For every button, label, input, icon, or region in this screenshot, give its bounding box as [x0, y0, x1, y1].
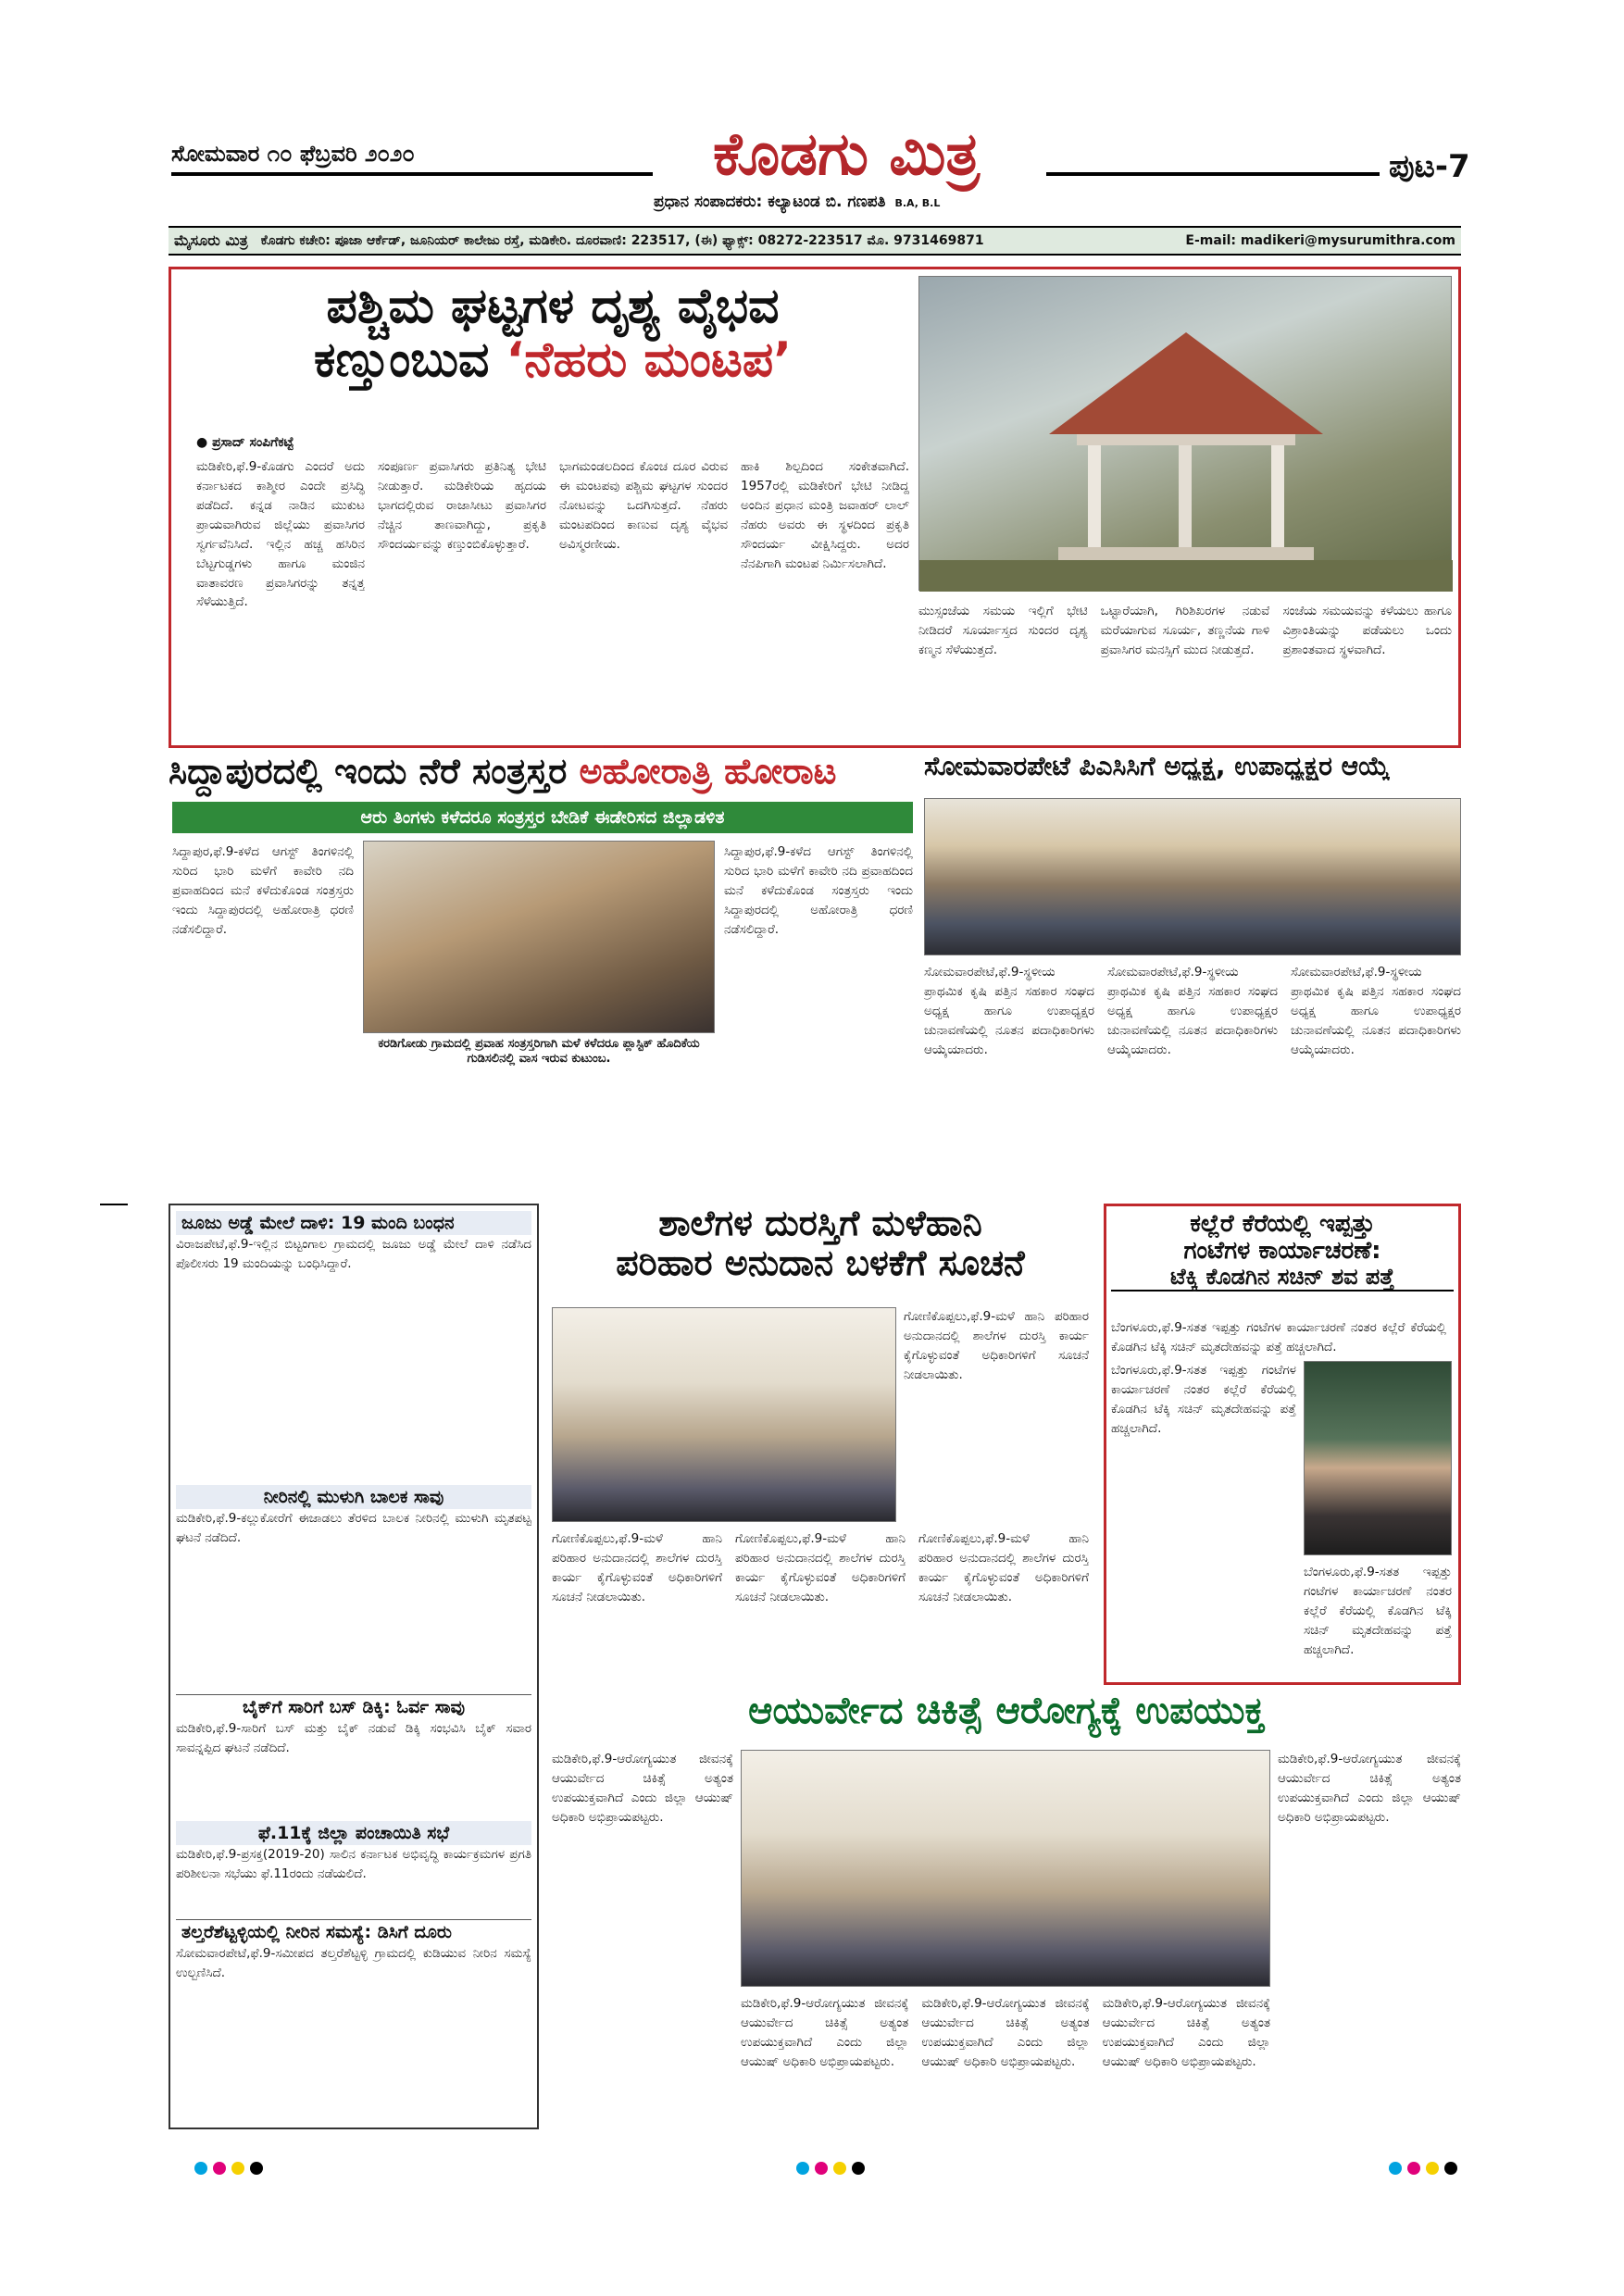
lead-headline-part-a: ಕಣ್ತುಂಬುವ: [314, 332, 490, 389]
registration-dot-black: [1444, 2162, 1457, 2175]
somwarpet-body: [924, 963, 1461, 1204]
registration-dot-cyan: [1389, 2162, 1402, 2175]
brief-1-title: ಜೂಜು ಅಡ್ಡೆ ಮೇಲೆ ದಾಳಿ: 19 ಮಂದಿ ಬಂಧನ: [176, 1211, 531, 1235]
sachin-text-continued: ಬೆಂಗಳೂರು,ಫೆ.9-ಸತತ ಇಪ್ಪತ್ತು ಗಂಟೆಗಳ ಕಾರ್ಯಾಚರಣೆ ನಂತರ ಕಲ್ಲೆರೆ ಕೆರೆಯಲ್ಲಿ ಕೊಡಗಿನ ಟೆಕ್ಕಿ ಸಚಿನ್ ಮೃತದೇಹವನ್ನು ಪತ್ತೆ ಹಚ್ಚಲಾಗಿದೆ.: [1304, 1565, 1452, 1657]
registration-dot-yellow: [833, 2162, 846, 2175]
sachin-lede: ಬೆಂಗಳೂರು,ಫೆ.9-ಸತತ ಇಪ್ಪತ್ತು ಗಂಟೆಗಳ ಕಾರ್ಯಾಚರಣೆ ನಂತರ ಕಲ್ಲೆರೆ ಕೆರೆಯಲ್ಲಿ ಕೊಡಗಿನ ಟೆಕ್ಕಿ ಸಚಿನ್ ಮೃತದೇಹವನ್ನು ಪತ್ತೆ ಹಚ್ಚಲಾಗಿದೆ.: [1111, 1320, 1446, 1354]
registration-dot-cyan: [796, 2162, 809, 2175]
sister-paper-name: ಮೈಸೂರು ಮಿತ್ರ: [174, 231, 248, 249]
sachin-headline: [1111, 1211, 1454, 1292]
sachin-headline-line1: ಕಲ್ಲೆರೆ ಕೆರೆಯಲ್ಲಿ ಇಪ್ಪತ್ತು: [1190, 1210, 1375, 1238]
registration-dot-magenta: [815, 2162, 828, 2175]
pavilion-illustration: [919, 277, 1453, 592]
somwarpet-headline: ಸೋಮವಾರಪೇಟೆ ಪಿಎಸಿಸಿಗೆ ಅಧ್ಯಕ್ಷ, ಉಪಾಧ್ಯಕ್ಷರ ಆಯ್ಕೆ: [924, 752, 1390, 781]
nehru-mantapa-photo: [918, 276, 1452, 591]
lead-body-right: [918, 602, 1452, 739]
editor-name: ಪ್ರಧಾನ ಸಂಪಾದಕರು: ಕಲ್ಯಾಟಂಡ ಬಿ. ಗಣಪತಿ: [654, 193, 886, 211]
brief-1-text: ವಿರಾಜಪೇಟೆ,ಫೆ.9-ಇಲ್ಲಿನ ಬಿಟ್ಟಂಗಾಲ ಗ್ರಾಮದಲ್ಲಿ ಜೂಜು ಅಡ್ಡೆ ಮೇಲೆ ದಾಳಿ ನಡೆಸಿದ ಪೊಲೀಸರು 19 ಮಂದಿಯನ್ನು ಬಂಧಿಸಿದ್ದಾರೆ.: [176, 1237, 531, 1271]
margin-tick: [100, 1204, 128, 1205]
lead-right-column-1: ಮುಸ್ಸಂಜೆಯ ಸಮಯ ಇಲ್ಲಿಗೆ ಭೇಟಿ ನೀಡಿದರೆ ಸೂರ್ಯಾಸ್ತದ ಸುಂದರ ದೃಶ್ಯ ಕಣ್ಮನ ಸೆಳೆಯುತ್ತದೆ.: [918, 604, 1088, 657]
somwarpet-photo: [924, 798, 1461, 955]
school-column-1: ಗೋಣಿಕೊಪ್ಪಲು,ಫೆ.9-ಮಳೆ ಹಾನಿ ಪರಿಹಾರ ಅನುದಾನದಲ್ಲಿ ಶಾಲೆಗಳ ದುರಸ್ತಿ ಕಾರ್ಯ ಕೈಗೊಳ್ಳುವಂತೆ ಅಧಿಕಾರಿಗಳಿಗೆ ಸೂಚನೆ ನೀಡಲಾಯಿತು.: [552, 1531, 722, 1604]
brief-5-text: ಸೋಮವಾರಪೇಟೆ,ಫೆ.9-ಸಮೀಪದ ತಲ್ತರೆಶೆಟ್ಟಳ್ಳಿ ಗ್ರಾಮದಲ್ಲಿ ಕುಡಿಯುವ ನೀರಿನ ಸಮಸ್ಯೆ ಉಲ್ಬಣಿಸಿದೆ.: [176, 1946, 531, 1980]
editor-degree: B.A, B.L: [894, 197, 941, 209]
somwarpet-column-3: ಸೋಮವಾರಪೇಟೆ,ಫೆ.9-ಸ್ಥಳೀಯ ಪ್ರಾಥಮಿಕ ಕೃಷಿ ಪತ್ತಿನ ಸಹಕಾರ ಸಂಘದ ಅಧ್ಯಕ್ಷ ಹಾಗೂ ಉಪಾಧ್ಯಕ್ಷರ ಚುನಾವಣೆಯಲ್ಲಿ ನೂತನ ಪದಾಧಿಕಾರಿಗಳು ಆಯ್ಕೆಯಾದರು.: [1291, 965, 1461, 1057]
school-headline-line2: ಪರಿಹಾರ ಅನುದಾನ ಬಳಕೆಗೆ ಸೂಚನೆ: [616, 1242, 1025, 1283]
registration-marks-right: [1389, 2161, 1463, 2178]
contact-strip: [169, 226, 1461, 256]
brief-2-title: ನೀರಿನಲ್ಲಿ ಮುಳುಗಿ ಬಾಲಕ ಸಾವು: [176, 1485, 531, 1509]
school-meeting-photo: [552, 1307, 896, 1522]
school-headline: [552, 1204, 1089, 1282]
lead-column-3: ಭಾಗಮಂಡಲದಿಂದ ಕೊಂಚ ದೂರ ವಿರುವ ಈ ಮಂಟಪವು ಪಶ್ಚಿಮ ಘಟ್ಟಗಳ ಸುಂದರ ನೋಟವನ್ನು ಒದಗಿಸುತ್ತದೆ. ನೆಹರು ಮಂಟಪದಿಂದ ಕಾಣುವ ದೃಶ್ಯ ವೈಭವ ಅವಿಸ್ಮರಣೀಯ.: [559, 459, 728, 552]
lead-right-column-2: ಒಟ್ಟಾರೆಯಾಗಿ, ಗಿರಿಶಿಖರಗಳ ನಡುವೆ ಮರೆಯಾಗುವ ಸೂರ್ಯ, ತಣ್ಣನೆಯ ಗಾಳಿ ಪ್ರವಾಸಿಗರ ಮನಸ್ಸಿಗೆ ಮುದ ನೀಡುತ್ತದೆ.: [1100, 604, 1270, 657]
registration-dot-cyan: [194, 2162, 207, 2175]
siddapura-headline-part-a: ಸಿದ್ದಾಪುರದಲ್ಲಿ ಇಂದು ನೆರೆ ಸಂತ್ರಸ್ತರ: [169, 751, 568, 792]
masthead-rule-right: [1046, 172, 1380, 176]
lead-right-column-3: ಸಂಜೆಯ ಸಮಯವನ್ನು ಕಳೆಯಲು ಹಾಗೂ ವಿಶ್ರಾಂತಿಯನ್ನು ಪಡೆಯಲು ಒಂದು ಪ್ರಶಾಂತವಾದ ಸ್ಥಳವಾಗಿದೆ.: [1282, 604, 1453, 657]
ayurveda-headline: ಆಯುರ್ವೇದ ಚಿಕಿತ್ಸೆ ಆರೋಗ್ಯಕ್ಕೆ ಉಪಯುಕ್ತ: [748, 1690, 1265, 1732]
registration-dot-magenta: [213, 2162, 226, 2175]
lead-byline: ● ಪ್ರಸಾದ್ ಸಂಪಿಗೆಕಟ್ಟೆ: [196, 435, 294, 450]
ayurveda-body: [741, 1994, 1270, 2139]
lead-headline-line2: [196, 333, 909, 387]
sachin-headline-line3: ಟೆಕ್ಕಿ ಕೊಡಗಿನ ಸಚಿನ್ ಶವ ಪತ್ತೆ: [1111, 1265, 1454, 1292]
page-number: ಪುಟ-7: [1389, 148, 1470, 185]
school-column-2: ಗೋಣಿಕೊಪ್ಪಲು,ಫೆ.9-ಮಳೆ ಹಾನಿ ಪರಿಹಾರ ಅನುದಾನದಲ್ಲಿ ಶಾಲೆಗಳ ದುರಸ್ತಿ ಕಾರ್ಯ ಕೈಗೊಳ್ಳುವಂತೆ ಅಧಿಕಾರಿಗಳಿಗೆ ಸೂಚನೆ ನೀಡಲಾಯಿತು.: [735, 1531, 906, 1604]
registration-marks-left: [194, 2161, 269, 2178]
sachin-portrait: [1304, 1361, 1452, 1555]
lead-column-4: ಹಾಕಿ ಶಿಲ್ಪದಿಂದ ಸಂಕೇತವಾಗಿದೆ. 1957ರಲ್ಲಿ ಮಡಿಕೇರಿಗೆ ಭೇಟಿ ನೀಡಿದ್ದ ಅಂದಿನ ಪ್ರಧಾನ ಮಂತ್ರಿ ಜವಾಹರ್ ಲಾಲ್ ನೆಹರು ಅವರು ಈ ಸ್ಥಳದಿಂದ ಪ್ರಕೃತಿ ಸೌಂದರ್ಯ ವೀಕ್ಷಿಸಿದ್ದರು. ಅದರ ನೆನಪಿಗಾಗಿ ಮಂಟಪ ನಿರ್ಮಿಸಲಾಗಿದೆ.: [741, 459, 909, 571]
lead-headline: [196, 280, 909, 387]
brief-4-title: ಫೆ.11ಕ್ಕೆ ಜಿಲ್ಲಾ ಪಂಚಾಯಿತಿ ಸಭೆ: [176, 1821, 531, 1845]
issue-date: ಸೋಮವಾರ ೧೦ ಫೆಬ್ರವರಿ ೨೦೨೦: [171, 141, 415, 167]
lead-body: [196, 457, 909, 739]
registration-dot-yellow: [231, 2162, 244, 2175]
brief-3-title: ಬೈಕ್‌ಗೆ ಸಾರಿಗೆ ಬಸ್ ಡಿಕ್ಕಿ: ಓರ್ವ ಸಾವು: [176, 1694, 531, 1719]
brief-2-text: ಮಡಿಕೇರಿ,ಫೆ.9-ಕಲ್ಲುಕೋರೆಗೆ ಈಜಾಡಲು ತೆರಳಿದ ಬಾಲಕ ನೀರಿನಲ್ಲಿ ಮುಳುಗಿ ಮೃತಪಟ್ಟ ಘಟನೆ ನಡೆದಿದೆ.: [176, 1511, 531, 1545]
editor-line: [654, 193, 940, 211]
brief-5-title: ತಲ್ತರೆಶೆಟ್ಟಳ್ಳಿಯಲ್ಲಿ ನೀರಿನ ಸಮಸ್ಯೆ: ಡಿಸಿಗೆ ದೂರು: [176, 1919, 531, 1944]
ayurveda-column-1: ಮಡಿಕೇರಿ,ಫೆ.9-ಆರೋಗ್ಯಯುತ ಜೀವನಕ್ಕೆ ಆಯುರ್ವೇದ ಚಿಕಿತ್ಸೆ ಅತ್ಯಂತ ಉಪಯುಕ್ತವಾಗಿದೆ ಎಂದು ಜಿಲ್ಲಾ ಆಯುಷ್ ಅಧಿಕಾರಿ ಅಭಿಪ್ರಾಯಪಟ್ಟರು.: [741, 1996, 909, 2069]
school-body: [552, 1529, 1089, 1678]
ayurveda-column-3: ಮಡಿಕೇರಿ,ಫೆ.9-ಆರೋಗ್ಯಯುತ ಜೀವನಕ್ಕೆ ಆಯುರ್ವೇದ ಚಿಕಿತ್ಸೆ ಅತ್ಯಂತ ಉಪಯುಕ್ತವಾಗಿದೆ ಎಂದು ಜಿಲ್ಲಾ ಆಯುಷ್ ಅಧಿಕಾರಿ ಅಭಿಪ್ರಾಯಪಟ್ಟರು.: [1102, 1996, 1270, 2069]
siddapura-text-continued: ಸಿದ್ದಾಪುರ,ಫೆ.9-ಕಳೆದ ಆಗಸ್ಟ್ ತಿಂಗಳಿನಲ್ಲಿ ಸುರಿದ ಭಾರಿ ಮಳೆಗೆ ಕಾವೇರಿ ನದಿ ಪ್ರವಾಹದಿಂದ ಮನೆ ಕಳೆದುಕೊಂಡ ಸಂತ್ರಸ್ತರು ಇಂದು ಸಿದ್ದಾಪುರದಲ್ಲಿ ಅಹೋರಾತ್ರಿ ಧರಣಿ ನಡೆಸಲಿದ್ದಾರೆ.: [724, 844, 913, 937]
registration-dot-black: [250, 2162, 263, 2175]
somwarpet-column-1: ಸೋಮವಾರಪೇಟೆ,ಫೆ.9-ಸ್ಥಳೀಯ ಪ್ರಾಥಮಿಕ ಕೃಷಿ ಪತ್ತಿನ ಸಹಕಾರ ಸಂಘದ ಅಧ್ಯಕ್ಷ ಹಾಗೂ ಉಪಾಧ್ಯಕ್ಷರ ಚುನಾವಣೆಯಲ್ಲಿ ನೂತನ ಪದಾಧಿಕಾರಿಗಳು ಆಯ್ಕೆಯಾದರು.: [924, 965, 1094, 1057]
sachin-text: ಬೆಂಗಳೂರು,ಫೆ.9-ಸತತ ಇಪ್ಪತ್ತು ಗಂಟೆಗಳ ಕಾರ್ಯಾಚರಣೆ ನಂತರ ಕಲ್ಲೆರೆ ಕೆರೆಯಲ್ಲಿ ಕೊಡಗಿನ ಟೆಕ್ಕಿ ಸಚಿನ್ ಮೃತದೇಹವನ್ನು ಪತ್ತೆ ಹಚ್ಚಲಾಗಿದೆ.: [1111, 1363, 1296, 1436]
ayurveda-text-right: ಮಡಿಕೇರಿ,ಫೆ.9-ಆರೋಗ್ಯಯುತ ಜೀವನಕ್ಕೆ ಆಯುರ್ವೇದ ಚಿಕಿತ್ಸೆ ಅತ್ಯಂತ ಉಪಯುಕ್ತವಾಗಿದೆ ಎಂದು ಜಿಲ್ಲಾ ಆಯುಷ್ ಅಧಿಕಾರಿ ಅಭಿಪ್ರಾಯಪಟ್ಟರು.: [1278, 1752, 1461, 1825]
siddapura-headline-part-b: ಅಹೋರಾತ್ರಿ ಹೋರಾಟ: [579, 751, 837, 792]
lead-column-1: ಮಡಿಕೇರಿ,ಫೆ.9-ಕೊಡಗು ಎಂದರೆ ಅದು ಕರ್ನಾಟಕದ ಕಾಶ್ಮೀರ ಎಂದೇ ಪ್ರಸಿದ್ಧಿ ಪಡೆದಿದೆ. ಕನ್ನಡ ನಾಡಿನ ಮುಕುಟ ಪ್ರಾಯವಾಗಿರುವ ಜಿಲ್ಲೆಯು ಪ್ರವಾಸಿಗರ ಸ್ವರ್ಗವೆನಿಸಿದೆ. ಇಲ್ಲಿನ ಹಚ್ಚ ಹಸಿರಿನ ಬೆಟ್ಟಗುಡ್ಡಗಳು ಹಾಗೂ ಮಂಜಿನ ವಾತಾವರಣ ಪ್ರವಾಸಿಗರನ್ನು ತನ್ನತ್ತ ಸೆಳೆಯುತ್ತಿದೆ.: [196, 459, 365, 610]
ayurveda-text-left: ಮಡಿಕೇರಿ,ಫೆ.9-ಆರೋಗ್ಯಯುತ ಜೀವನಕ್ಕೆ ಆಯುರ್ವೇದ ಚಿಕಿತ್ಸೆ ಅತ್ಯಂತ ಉಪಯುಕ್ತವಾಗಿದೆ ಎಂದು ಜಿಲ್ಲಾ ಆಯುಷ್ ಅಧಿಕಾರಿ ಅಭಿಪ್ರಾಯಪಟ್ಟರು.: [552, 1752, 733, 1825]
lead-headline-line1: ಪಶ್ಚಿಮ ಘಟ್ಟಗಳ ದೃಶ್ಯ ವೈಭವ: [326, 279, 780, 334]
newspaper-title: ಕೊಡಗು ಮಿತ್ರ: [713, 120, 981, 189]
registration-dot-magenta: [1407, 2162, 1420, 2175]
office-address: ಕೊಡಗು ಕಚೇರಿ: ಪೂಜಾ ಆರ್ಕೆಡ್, ಜೂನಿಯರ್ ಕಾಲೇಜು ರಸ್ತೆ, ಮಡಿಕೇರಿ. ದೂರವಾಣಿ: 223517, (ಈ) ಫ್ಯಾಕ್ಸ್: 08272-223517 ಮೊ. 9731469871: [260, 233, 984, 248]
siddapura-photo: [363, 841, 715, 1033]
sachin-headline-line2: ಗಂಟೆಗಳ ಕಾರ್ಯಾಚರಣೆ:: [1183, 1237, 1381, 1266]
registration-marks-center: [796, 2161, 870, 2178]
school-column-3: ಗೋಣಿಕೊಪ್ಪಲು,ಫೆ.9-ಮಳೆ ಹಾನಿ ಪರಿಹಾರ ಅನುದಾನದಲ್ಲಿ ಶಾಲೆಗಳ ದುರಸ್ತಿ ಕಾರ್ಯ ಕೈಗೊಳ್ಳುವಂತೆ ಅಧಿಕಾರಿಗಳಿಗೆ ಸೂಚನೆ ನೀಡಲಾಯಿತು.: [918, 1531, 1089, 1604]
somwarpet-column-2: ಸೋಮವಾರಪೇಟೆ,ಫೆ.9-ಸ್ಥಳೀಯ ಪ್ರಾಥಮಿಕ ಕೃಷಿ ಪತ್ತಿನ ಸಹಕಾರ ಸಂಘದ ಅಧ್ಯಕ್ಷ ಹಾಗೂ ಉಪಾಧ್ಯಕ್ಷರ ಚುನಾವಣೆಯಲ್ಲಿ ನೂತನ ಪದಾಧಿಕಾರಿಗಳು ಆಯ್ಕೆಯಾದರು.: [1107, 965, 1278, 1057]
siddapura-photo-caption: ಕರಡಿಗೋಡು ಗ್ರಾಮದಲ್ಲಿ ಪ್ರವಾಹ ಸಂತ್ರಸ್ತರಿಗಾಗಿ ಮಳೆ ಕಳೆದರೂ ಪ್ಲಾಸ್ಟಿಕ್ ಹೊದಿಕೆಯ ಗುಡಿಸಲಿನಲ್ಲಿ ವಾಸ ಇರುವ ಕುಟುಂಬ.: [378, 1037, 700, 1067]
briefs-column: [169, 1204, 539, 2129]
ayurveda-column-2: ಮಡಿಕೇರಿ,ಫೆ.9-ಆರೋಗ್ಯಯುತ ಜೀವನಕ್ಕೆ ಆಯುರ್ವೇದ ಚಿಕಿತ್ಸೆ ಅತ್ಯಂತ ಉಪಯುಕ್ತವಾಗಿದೆ ಎಂದು ಜಿಲ್ಲಾ ಆಯುಷ್ ಅಧಿಕಾರಿ ಅಭಿಪ್ರಾಯಪಟ್ಟರು.: [921, 1996, 1090, 2069]
school-headline-line1: ಶಾಲೆಗಳ ದುರಸ್ತಿಗೆ ಮಳೆಹಾನಿ: [658, 1203, 982, 1243]
lead-column-2: ಸಂಪೂರ್ಣ ಪ್ರವಾಸಿಗರು ಪ್ರತಿನಿತ್ಯ ಭೇಟಿ ನೀಡುತ್ತಾರೆ. ಮಡಿಕೇರಿಯ ಹೃದಯ ಭಾಗದಲ್ಲಿರುವ ರಾಜಾಸೀಟು ಪ್ರವಾಸಿಗರ ನೆಚ್ಚಿನ ತಾಣವಾಗಿದ್ದು, ಪ್ರಕೃತಿ ಸೌಂದರ್ಯವನ್ನು ಕಣ್ತುಂಬಿಕೊಳ್ಳುತ್ತಾರೆ.: [378, 459, 546, 552]
siddapura-text: ಸಿದ್ದಾಪುರ,ಫೆ.9-ಕಳೆದ ಆಗಸ್ಟ್ ತಿಂಗಳಿನಲ್ಲಿ ಸುರಿದ ಭಾರಿ ಮಳೆಗೆ ಕಾವೇರಿ ನದಿ ಪ್ರವಾಹದಿಂದ ಮನೆ ಕಳೆದುಕೊಂಡ ಸಂತ್ರಸ್ತರು ಇಂದು ಸಿದ್ದಾಪುರದಲ್ಲಿ ಅಹೋರಾತ್ರಿ ಧರಣಿ ನಡೆಸಲಿದ್ದಾರೆ.: [172, 844, 354, 937]
siddapura-subhead: ಆರು ತಿಂಗಳು ಕಳೆದರೂ ಸಂತ್ರಸ್ತರ ಬೇಡಿಕೆ ಈಡೇರಿಸದ ಜಿಲ್ಲಾಡಳಿತ: [172, 802, 913, 833]
brief-4-text: ಮಡಿಕೇರಿ,ಫೆ.9-ಪ್ರಸಕ್ತ(2019-20) ಸಾಲಿನ ಕರ್ನಾಟಕ ಅಭಿವೃದ್ಧಿ ಕಾರ್ಯಕ್ರಮಗಳ ಪ್ರಗತಿ ಪರಿಶೀಲನಾ ಸಭೆಯು ಫೆ.11ರಂದು ನಡೆಯಲಿದೆ.: [176, 1847, 531, 1881]
masthead-rule-left: [171, 172, 653, 176]
siddapura-headline: [169, 752, 918, 792]
brief-3-text: ಮಡಿಕೇರಿ,ಫೆ.9-ಸಾರಿಗೆ ಬಸ್ ಮತ್ತು ಬೈಕ್ ನಡುವೆ ಡಿಕ್ಕಿ ಸಂಭವಿಸಿ ಬೈಕ್ ಸವಾರ ಸಾವನ್ನಪ್ಪಿದ ಘಟನೆ ನಡೆದಿದೆ.: [176, 1721, 531, 1755]
registration-dot-black: [852, 2162, 865, 2175]
registration-dot-yellow: [1426, 2162, 1439, 2175]
lead-headline-part-b: ‘ನೆಹರು ಮಂಟಪ’: [506, 332, 792, 389]
ayurveda-event-photo: [741, 1750, 1270, 1987]
school-text-right: ಗೋಣಿಕೊಪ್ಪಲು,ಫೆ.9-ಮಳೆ ಹಾನಿ ಪರಿಹಾರ ಅನುದಾನದಲ್ಲಿ ಶಾಲೆಗಳ ದುರಸ್ತಿ ಕಾರ್ಯ ಕೈಗೊಳ್ಳುವಂತೆ ಅಧಿಕಾರಿಗಳಿಗೆ ಸೂಚನೆ ನೀಡಲಾಯಿತು.: [904, 1309, 1089, 1382]
office-email: E-mail: madikeri@mysurumithra.com: [1185, 233, 1455, 248]
